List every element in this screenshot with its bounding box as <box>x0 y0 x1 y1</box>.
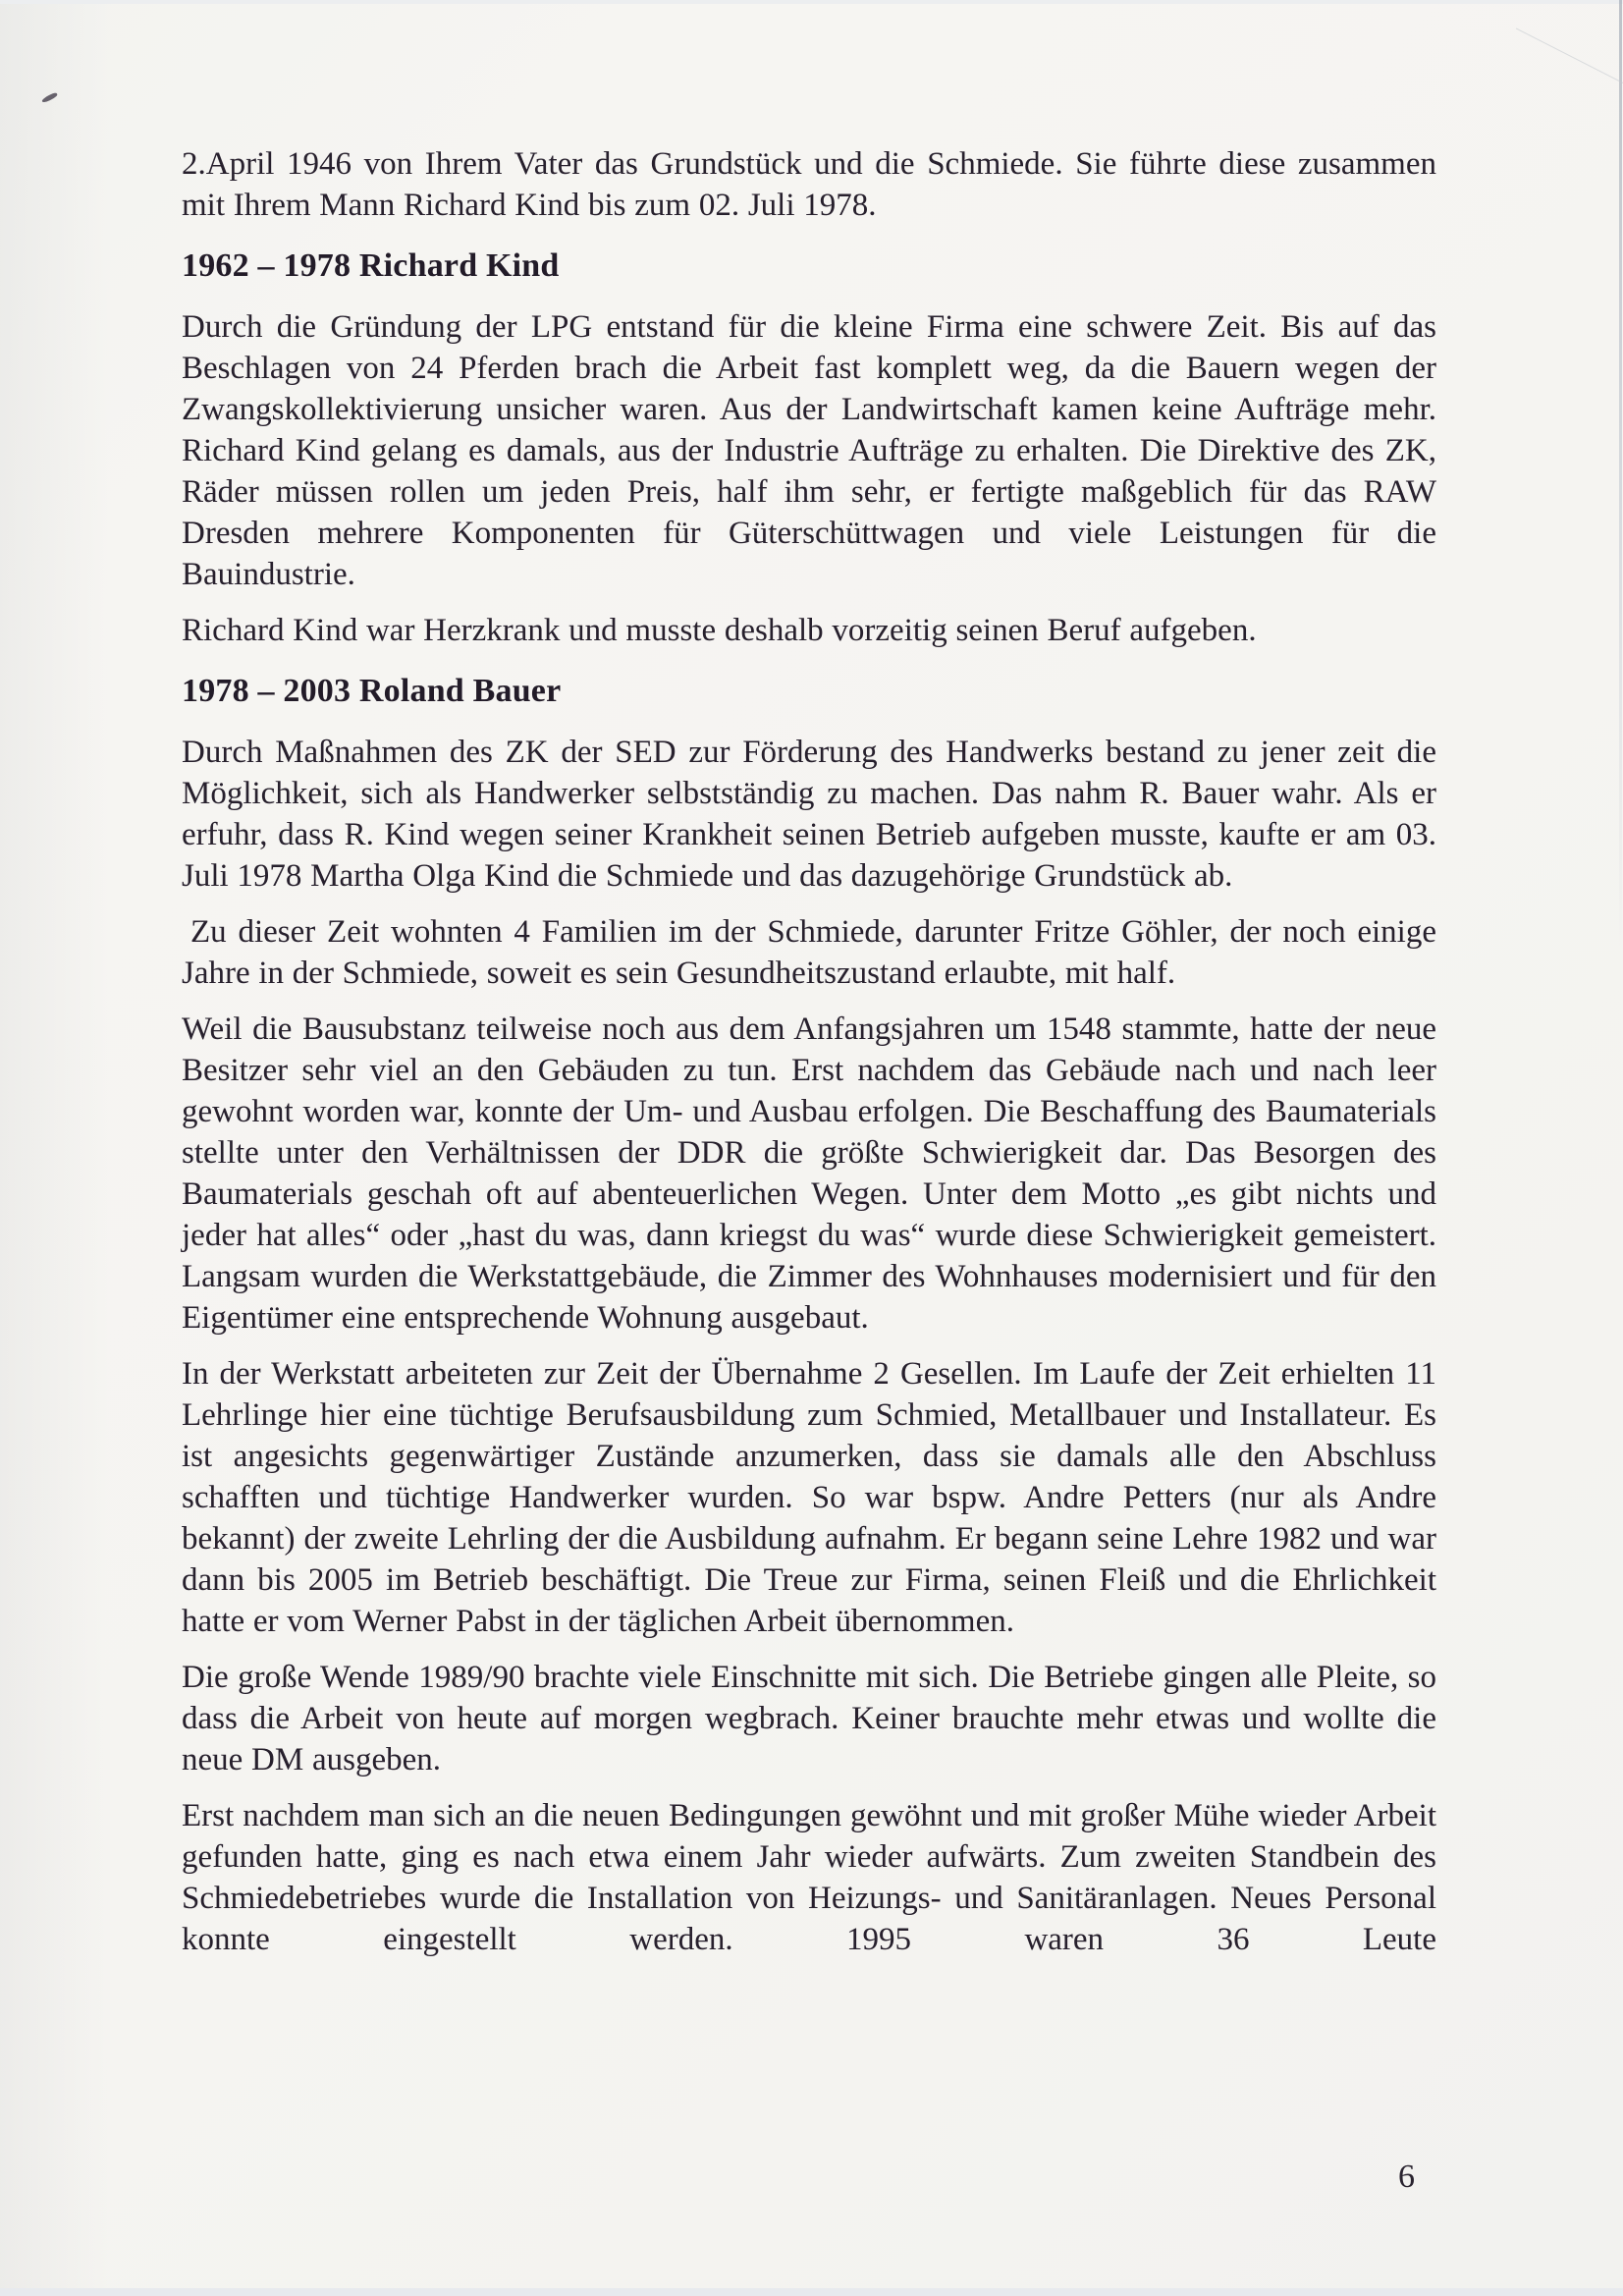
section-heading-richard-kind: 1962 – 1978 Richard Kind <box>182 247 560 284</box>
scan-edge-top <box>0 0 1623 4</box>
paragraph: Erst nachdem man sich an die neuen Bedingungen gewöhnt und mit großer Mühe wieder Arbeit gefunden hatte, ging es nach etwa einem Jahr wieder aufwärts. Zum zweiten Standbein des Schmiedebetriebes wurde die Installation von Heizungs- und Sanitäranlagen. Neues Personal konnte eingestellt werden. 1995 waren 36 Leute <box>182 1798 1436 1957</box>
page-number: 6 <box>1398 2159 1415 2195</box>
section-heading-roland-bauer: 1978 – 2003 Roland Bauer <box>182 673 562 709</box>
paragraph: Weil die Bausubstanz teilweise noch aus dem Anfangsjahren um 1548 stammte, hatte der neue Besitzer sehr viel an den Gebäuden zu tun. Erst nachdem das Gebäude nach und nach leer gewohnt worden war, konnte der Um- und Ausbau erfolgen. Die Beschaffung des Baumaterials stellte unter den Verhältnissen der DDR die größte Schwierigkeit dar. Das Besorgen des Baumaterials geschah oft auf abenteuerlichen Wegen. Unter dem Motto „es gibt nichts und jeder hat alles“ oder „hast du was, dann kriegst du was“ wurde diese Schwierigkeit gemeistert. Langsam wurden die Werkstattgebäude, die Zimmer des Wohnhauses modernisiert und für den Eigentümer eine entsprechende Wohnung ausgebaut. <box>182 1011 1436 1336</box>
scan-corner-line <box>1516 28 1623 87</box>
paragraph: In der Werkstatt arbeiteten zur Zeit der Übernahme 2 Gesellen. Im Laufe der Zeit erhielten 11 Lehrlinge hier eine tüchtige Berufsausbildung zum Schmied, Metallbauer und Installateur. Es ist angesichts gegenwärtiger Zustände anzumerken, dass sie damals alle den Abschluss schafften und tüchtige Handwerker wurden. So war bspw. Andre Petters (nur als Andre bekannt) der zweite Lehrling der die Ausbildung aufnahm. Er begann seine Lehre 1982 und war dann bis 2005 im Betrieb beschäftigt. Die Treue zur Firma, seinen Fleiß und die Ehrlichkeit hatte er vom Werner Pabst in der täglichen Arbeit übernommen. <box>182 1356 1436 1639</box>
paragraph: Durch Maßnahmen des ZK der SED zur Förderung des Handwerks bestand zu jener zeit die Möglichkeit, sich als Handwerker selbstständig zu machen. Das nahm R. Bauer wahr. Als er erfuhr, dass R. Kind wegen seiner Krankheit seinen Betrieb aufgeben musste, kaufte er am 03. Juli 1978 Martha Olga Kind die Schmiede und das dazugehörige Grundstück ab. <box>182 735 1436 894</box>
paragraph: Die große Wende 1989/90 brachte viele Einschnitte mit sich. Die Betriebe gingen alle Pleite, so dass die Arbeit von heute auf morgen wegbrach. Keiner brauchte mehr etwas und wollte die neue DM ausgeben. <box>182 1660 1436 1777</box>
paragraph: Durch die Gründung der LPG entstand für die kleine Firma eine schwere Zeit. Bis auf das Beschlagen von 24 Pferden brach die Arbeit fast komplett weg, da die Bauern wegen der Zwangskollektivierung unsicher waren. Aus der Landwirtschaft kamen keine Aufträge mehr. Richard Kind gelang es damals, aus der Industrie Aufträge zu erhalten. Die Direktive des ZK, Räder müssen rollen um jeden Preis, half ihm sehr, er fertigte maßgeblich für das RAW Dresden mehrere Komponenten für Güterschüttwagen und viele Leistungen für die Bauindustrie. <box>182 309 1436 592</box>
paragraph: Richard Kind war Herzkrank und musste deshalb vorzeitig seinen Beruf aufgeben. <box>182 613 1257 648</box>
scan-edge-right <box>1619 0 1622 948</box>
paragraph-intro: 2.April 1946 von Ihrem Vater das Grundstück und die Schmiede. Sie führte diese zusammen mit Ihrem Mann Richard Kind bis zum 02. Juli 1978. <box>182 146 1436 223</box>
scan-edge-bottom <box>0 2288 1623 2296</box>
paragraph: Zu dieser Zeit wohnten 4 Familien im der Schmiede, darunter Fritze Göhler, der noch einige Jahre in der Schmiede, soweit es sein Gesundheitszustand erlaubte, mit half. <box>182 914 1436 991</box>
document-body <box>182 143 1436 1975</box>
scan-shadow-left <box>0 0 108 2296</box>
